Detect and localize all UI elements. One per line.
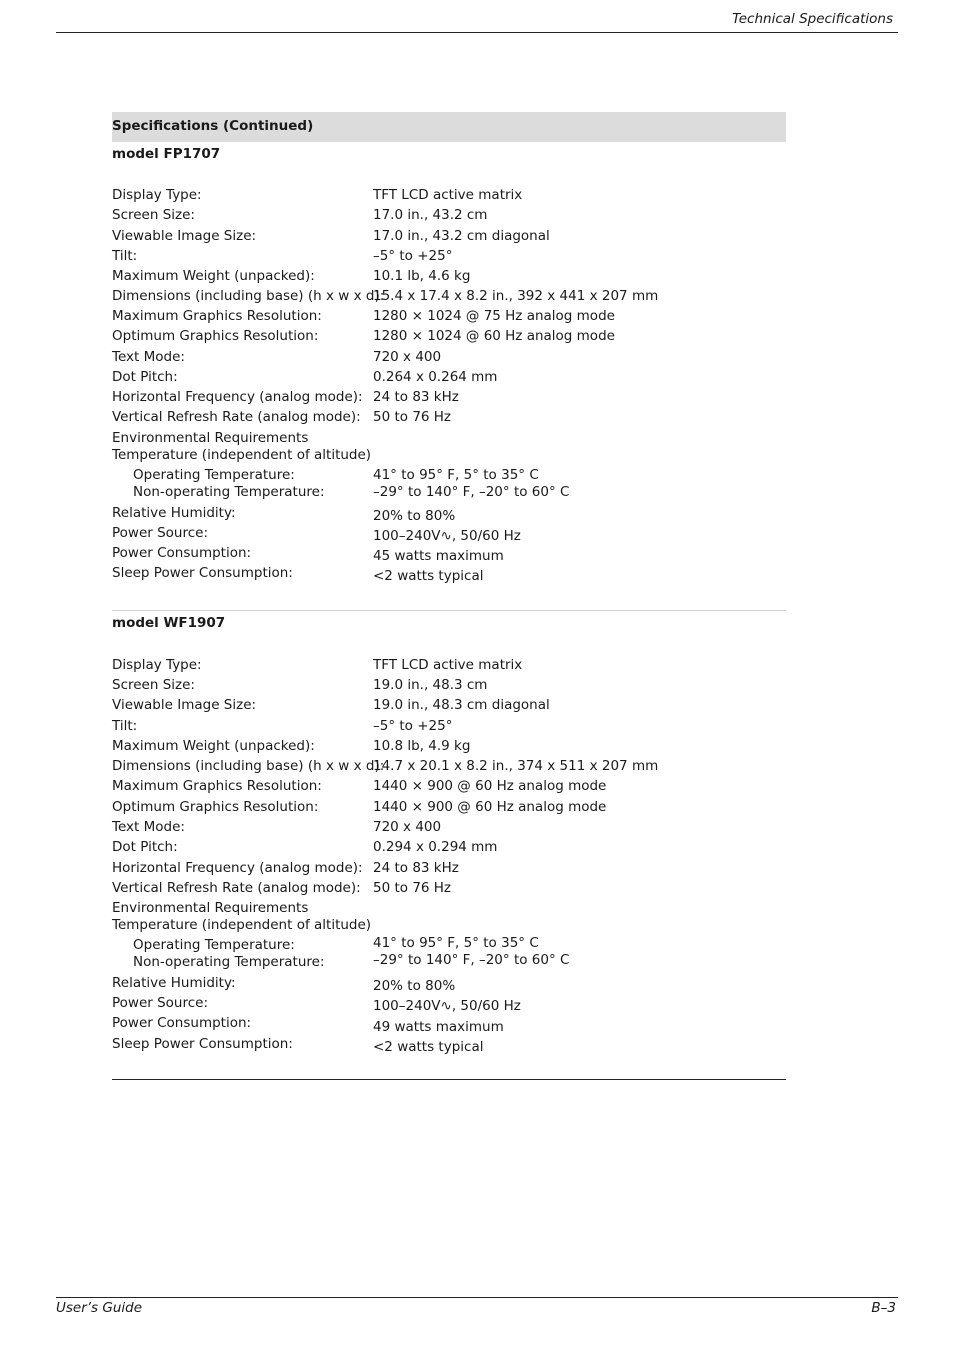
spec-label: Maximum Weight (unpacked): [112,738,315,754]
spec-label: Maximum Weight (unpacked): [112,268,315,284]
spec-label: Power Consumption: [112,1015,252,1031]
spec-value: –5° to +25° [373,248,453,264]
spec-value: 45 watts maximum [373,548,504,564]
spec-label [112,900,371,934]
spec-value: 19.0 in., 48.3 cm diagonal [373,697,550,713]
spec-label: Viewable Image Size: [112,697,257,713]
spec-label: Tilt: [112,248,138,264]
spec-label: Sleep Power Consumption: [112,565,293,581]
spec-value: 20% to 80% [373,978,456,994]
spec-label: Screen Size: [112,677,195,693]
model-title-wf1907: model WF1907 [112,615,226,631]
spec-label: Optimum Graphics Resolution: [112,799,319,815]
spec-label: Sleep Power Consumption: [112,1036,293,1052]
page-number: B–3 [871,1300,896,1316]
spec-label-line: Temperature (independent of altitude) [112,447,372,463]
spec-label: Tilt: [112,718,138,734]
spec-label: Display Type: [112,187,202,203]
spec-label: Maximum Graphics Resolution: [112,308,322,324]
table-bottom-rule [112,1079,786,1080]
spec-value: 24 to 83 kHz [373,389,459,405]
spec-label: Optimum Graphics Resolution: [112,328,319,344]
spec-value: 100–240V∿, 50/60 Hz [373,528,521,544]
spec-label: Relative Humidity: [112,505,236,521]
spec-label: Non-operating Temperature: [133,484,325,500]
spec-value: 1280 × 1024 @ 60 Hz analog mode [373,328,615,344]
table-header-banner [112,112,786,142]
spec-value: 0.264 x 0.264 mm [373,369,498,385]
spec-label: Non-operating Temperature: [133,954,325,970]
spec-value: 15.4 x 17.4 x 8.2 in., 392 x 441 x 207 mm [373,288,659,304]
spec-value: 17.0 in., 43.2 cm [373,207,488,223]
spec-value: 49 watts maximum [373,1019,504,1035]
spec-label: Operating Temperature: [133,937,295,953]
spec-label-line: Environmental Requirements [112,430,309,446]
footer-guide-title: User’s Guide [56,1300,143,1316]
spec-label: Dot Pitch: [112,369,178,385]
table-title: Specifications (Continued) [112,118,314,134]
spec-value: 720 x 400 [373,349,442,365]
spec-value: 100–240V∿, 50/60 Hz [373,998,521,1014]
spec-value: 10.1 lb, 4.6 kg [373,268,471,284]
spec-label: Power Source: [112,525,209,541]
spec-label: Display Type: [112,657,202,673]
spec-label: Horizontal Frequency (analog mode): [112,389,363,405]
spec-label [112,430,371,464]
spec-value: 24 to 83 kHz [373,860,459,876]
spec-label: Vertical Refresh Rate (analog mode): [112,880,361,896]
spec-value: –29° to 140° F, –20° to 60° C [373,952,570,968]
spec-value: TFT LCD active matrix [373,657,523,673]
spec-label: Dot Pitch: [112,839,178,855]
spec-value: 17.0 in., 43.2 cm diagonal [373,228,550,244]
spec-label: Vertical Refresh Rate (analog mode): [112,409,361,425]
spec-value: 19.0 in., 48.3 cm [373,677,488,693]
spec-label: Operating Temperature: [133,467,295,483]
spec-label: Power Consumption: [112,545,252,561]
header-rule [56,32,898,33]
running-header: Technical Specifications [732,11,893,27]
spec-label: Relative Humidity: [112,975,236,991]
spec-value: 50 to 76 Hz [373,409,452,425]
spec-label: Viewable Image Size: [112,228,257,244]
spec-value: <2 watts typical [373,1039,484,1055]
spec-label: Maximum Graphics Resolution: [112,778,322,794]
spec-value: <2 watts typical [373,568,484,584]
spec-value: 1440 × 900 @ 60 Hz analog mode [373,778,607,794]
spec-value: 1280 × 1024 @ 75 Hz analog mode [373,308,615,324]
spec-value: 1440 × 900 @ 60 Hz analog mode [373,799,607,815]
spec-value: 41° to 95° F, 5° to 35° C [373,467,539,483]
spec-label: Horizontal Frequency (analog mode): [112,860,363,876]
spec-label-line: Environmental Requirements [112,900,309,916]
spec-label: Power Source: [112,995,209,1011]
spec-value: –5° to +25° [373,718,453,734]
spec-value: TFT LCD active matrix [373,187,523,203]
spec-label: Text Mode: [112,349,185,365]
model-title-fp1707: model FP1707 [112,146,221,162]
spec-value: 10.8 lb, 4.9 kg [373,738,471,754]
spec-label-line: Temperature (independent of altitude) [112,917,372,933]
spec-label: Dimensions (including base) (h x w x d): [112,758,385,774]
spec-label: Dimensions (including base) (h x w x d): [112,288,385,304]
spec-value: 20% to 80% [373,508,456,524]
spec-value: 50 to 76 Hz [373,880,452,896]
spec-value: 14.7 x 20.1 x 8.2 in., 374 x 511 x 207 mm [373,758,659,774]
spec-value: 720 x 400 [373,819,442,835]
footer-rule [56,1297,898,1298]
section-divider [112,610,786,611]
spec-value: –29° to 140° F, –20° to 60° C [373,484,570,500]
spec-value: 41° to 95° F, 5° to 35° C [373,935,539,951]
spec-label: Screen Size: [112,207,195,223]
spec-label: Text Mode: [112,819,185,835]
spec-value: 0.294 x 0.294 mm [373,839,498,855]
